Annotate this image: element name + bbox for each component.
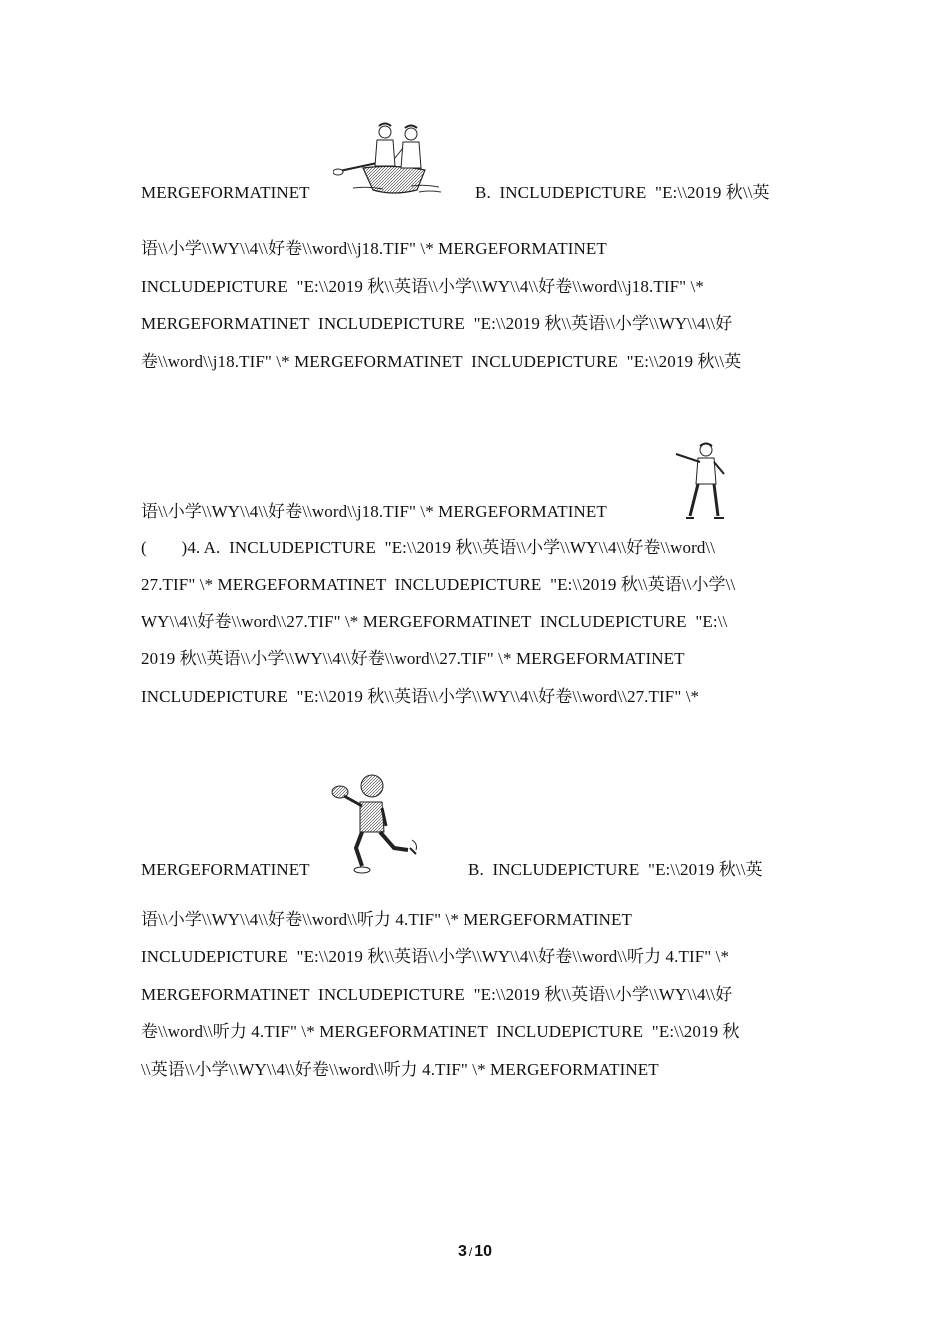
text-line: \\英语\\小学\\WY\\4\\好卷\\word\\听力 4.TIF" \* MERGEFORMATINET — [141, 1060, 659, 1079]
text-line: 卷\\word\\听力 4.TIF" \* MERGEFORMATINET INCLUDEPICTURE "E:\\2019 秋 — [141, 1022, 740, 1041]
boat-illustration — [333, 120, 443, 202]
text-line: INCLUDEPICTURE "E:\\2019 秋\\英语\\小学\\WY\\4\\好卷\\word\\听力 4.TIF" \* — [141, 947, 730, 966]
text-line: 语\\小学\\WY\\4\\好卷\\word\\听力 4.TIF" \* MERGEFORMATINET — [141, 910, 632, 929]
page-separator: / — [468, 1245, 473, 1259]
text-line: WY\\4\\好卷\\word\\27.TIF" \* MERGEFORMATINET INCLUDEPICTURE "E:\\ — [141, 612, 728, 631]
text-line: 语\\小学\\WY\\4\\好卷\\word\\j18.TIF" \* MERGEFORMATINET — [141, 239, 607, 258]
text-line: B. INCLUDEPICTURE "E:\\2019 秋\\英 — [468, 860, 763, 879]
text-line: MERGEFORMATINET — [141, 183, 310, 202]
text-line: MERGEFORMATINET INCLUDEPICTURE "E:\\2019 秋\\英语\\小学\\WY\\4\\好 — [141, 985, 733, 1004]
text-line: 27.TIF" \* MERGEFORMATINET INCLUDEPICTURE "E:\\2019 秋\\英语\\小学\\ — [141, 575, 736, 594]
text-line: MERGEFORMATINET INCLUDEPICTURE "E:\\2019 秋\\英语\\小学\\WY\\4\\好 — [141, 314, 733, 333]
text-line: B. INCLUDEPICTURE "E:\\2019 秋\\英 — [475, 183, 770, 202]
text-line: INCLUDEPICTURE "E:\\2019 秋\\英语\\小学\\WY\\4\\好卷\\word\\j18.TIF" \* — [141, 277, 704, 296]
text-line: 2019 秋\\英语\\小学\\WY\\4\\好卷\\word\\27.TIF" \* MERGEFORMATINET — [141, 649, 685, 668]
page-current: 3 — [457, 1243, 467, 1260]
page-number — [0, 1243, 950, 1261]
text-line: INCLUDEPICTURE "E:\\2019 秋\\英语\\小学\\WY\\4\\好卷\\word\\27.TIF" \* — [141, 687, 700, 706]
taichi-man-illustration — [670, 440, 732, 522]
running-boy-illustration — [330, 770, 420, 876]
text-line: 卷\\word\\j18.TIF" \* MERGEFORMATINET INCLUDEPICTURE "E:\\2019 秋\\英 — [141, 352, 742, 371]
text-line: 语\\小学\\WY\\4\\好卷\\word\\j18.TIF" \* MERGEFORMATINET — [141, 502, 607, 521]
text-line: ( )4. A. INCLUDEPICTURE "E:\\2019 秋\\英语\\小学\\WY\\4\\好卷\\word\\ — [141, 538, 716, 557]
page-total: 10 — [474, 1243, 493, 1260]
text-line: MERGEFORMATINET — [141, 860, 310, 879]
